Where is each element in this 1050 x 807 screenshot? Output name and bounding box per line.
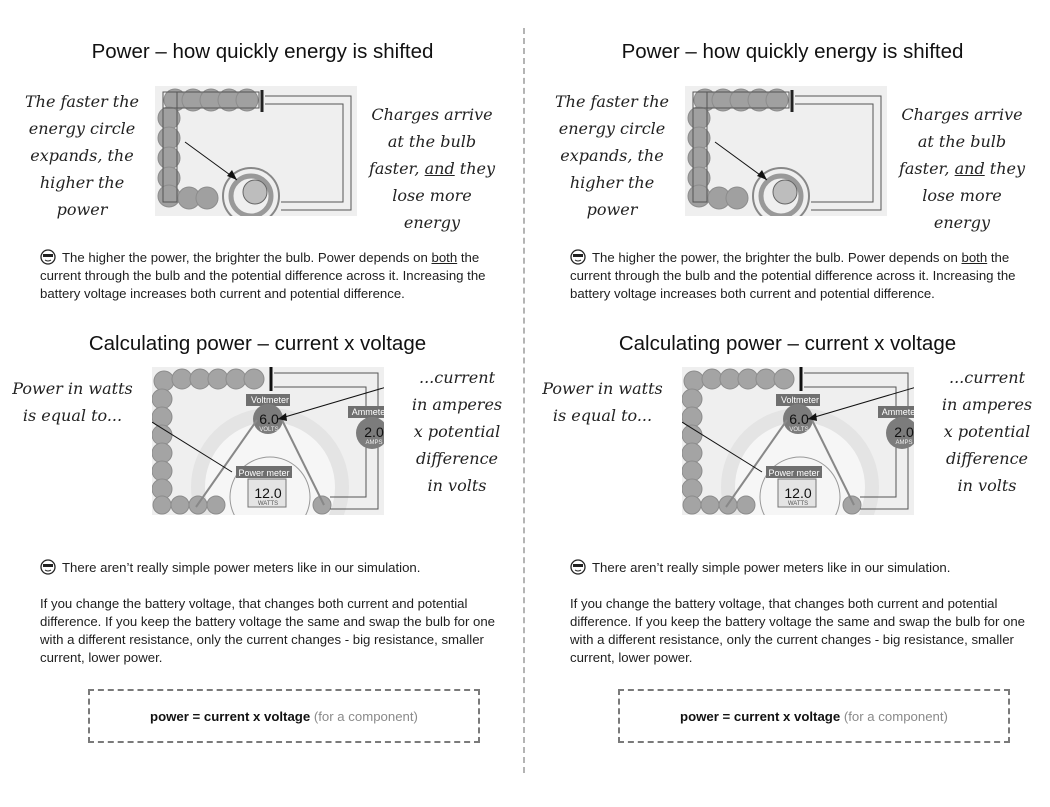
- formula-box: [618, 689, 1010, 743]
- note-line: higher the power: [569, 173, 655, 219]
- paragraph-text: the current through the bulb and the potential difference across it. Increasing the battery voltage increases both current and potential difference.: [570, 250, 1016, 301]
- voltmeter-value: 6.0: [789, 411, 809, 427]
- emphasis-both: both: [961, 250, 988, 265]
- note-charges-arrive: [362, 101, 502, 236]
- worksheet-panel-right: [530, 0, 1050, 807]
- note-line: difference: [415, 449, 498, 468]
- note-current-amperes: [932, 364, 1042, 499]
- note-line: faster, and they: [898, 159, 1026, 178]
- ammeter-label: Ammeter: [351, 407, 389, 417]
- emphasis-both: both: [431, 250, 458, 265]
- paragraph-brightness: [40, 249, 510, 303]
- title-calculating-power: Calculating power – current x voltage: [618, 332, 957, 355]
- voltmeter-unit: VOLTS: [259, 427, 279, 433]
- note-current-amperes: [402, 364, 512, 499]
- note-line: energy circle: [558, 119, 666, 138]
- note-line: difference: [945, 449, 1028, 468]
- cool-face-icon: [570, 559, 586, 575]
- paragraph-power-meters: [40, 559, 510, 577]
- note-line: Charges arrive: [901, 105, 1023, 124]
- note-line: Charges arrive: [371, 105, 493, 124]
- note-line: is equal to...: [22, 406, 123, 425]
- note-line: expands, the: [30, 146, 134, 165]
- note-line: x potential: [943, 422, 1031, 441]
- cool-face-icon: [570, 249, 586, 265]
- formula-note: (for a component): [313, 709, 418, 724]
- note-line: energy circle: [28, 119, 136, 138]
- ammeter-unit: AMPS: [365, 440, 383, 446]
- circuit-diagram-energy: [155, 86, 357, 216]
- paragraph-text: the current through the bulb and the potential difference across it. Increasing the battery voltage increases both current and potential difference.: [40, 250, 486, 301]
- cool-face-icon: [40, 559, 56, 575]
- note-line: lose more energy: [392, 186, 472, 232]
- note-charges-arrive: [892, 101, 1032, 236]
- cool-face-icon: [40, 249, 56, 265]
- formula-text: power = current x voltage: [680, 709, 841, 724]
- paragraph-text: The higher the power, the brighter the bulb. Power depends on: [592, 250, 962, 265]
- title-calculating-power: Calculating power – current x voltage: [88, 332, 427, 355]
- note-line: in amperes: [941, 395, 1033, 414]
- note-energy-circle: [542, 88, 682, 223]
- note-line: Power in watts: [542, 379, 663, 398]
- circuit-diagram-energy: [685, 86, 887, 216]
- note-line: ...current: [418, 368, 496, 387]
- note-line: x potential: [413, 422, 501, 441]
- note-line: at the bulb: [917, 132, 1007, 151]
- power-meter-value: 12.0: [254, 485, 282, 501]
- title-power: Power – how quickly energy is shifted: [91, 40, 434, 63]
- power-meter-label: Power meter: [768, 468, 820, 478]
- paragraph-text: There aren’t really simple power meters like in our simulation.: [62, 560, 421, 575]
- voltmeter-value: 6.0: [259, 411, 279, 427]
- note-line: lose more energy: [922, 186, 1002, 232]
- paragraph-brightness: [570, 249, 1040, 303]
- power-meter-label: Power meter: [238, 468, 290, 478]
- note-energy-circle: [12, 88, 152, 223]
- paragraph-text: If you change the battery voltage, that changes both current and potential difference. If you keep the battery voltage the same and swap the bulb for one with a different resistance, only the current changes - big resistance, smaller current, lower power.: [40, 596, 496, 665]
- ammeter-value: 2.0: [894, 424, 914, 440]
- note-line: in amperes: [411, 395, 503, 414]
- paragraph-battery-voltage: [40, 595, 510, 667]
- paragraph-text: The higher the power, the brighter the bulb. Power depends on: [62, 250, 432, 265]
- note-line: in volts: [957, 476, 1017, 495]
- note-line: The faster the: [24, 92, 140, 111]
- ammeter-unit: AMPS: [895, 440, 913, 446]
- note-line: is equal to...: [552, 406, 653, 425]
- note-power-in-watts: [540, 375, 665, 429]
- formula-note: (for a component): [843, 709, 948, 724]
- power-meter-value: 12.0: [784, 485, 812, 501]
- note-line: faster, and they: [368, 159, 496, 178]
- formula-text: power = current x voltage: [150, 709, 311, 724]
- paragraph-power-meters: [570, 559, 1040, 577]
- paragraph-text: If you change the battery voltage, that changes both current and potential difference. If you keep the battery voltage the same and swap the bulb for one with a different resistance, only the current changes - big resistance, smaller current, lower power.: [570, 596, 1026, 665]
- ammeter-value: 2.0: [364, 424, 384, 440]
- power-meter-unit: WATTS: [787, 501, 809, 507]
- note-line: higher the power: [39, 173, 125, 219]
- voltmeter-unit: VOLTS: [789, 427, 809, 433]
- note-power-in-watts: [10, 375, 135, 429]
- ammeter-label: Ammeter: [881, 407, 919, 417]
- paragraph-text: There aren’t really simple power meters like in our simulation.: [592, 560, 951, 575]
- note-line: in volts: [427, 476, 487, 495]
- note-line: at the bulb: [387, 132, 477, 151]
- note-line: ...current: [948, 368, 1026, 387]
- formula-box: [88, 689, 480, 743]
- note-line: expands, the: [560, 146, 664, 165]
- paragraph-battery-voltage: [570, 595, 1040, 667]
- voltmeter-label: Voltmeter: [250, 395, 290, 405]
- power-meter-unit: WATTS: [257, 501, 279, 507]
- note-line: The faster the: [554, 92, 670, 111]
- note-line: Power in watts: [12, 379, 133, 398]
- voltmeter-label: Voltmeter: [780, 395, 820, 405]
- title-power: Power – how quickly energy is shifted: [621, 40, 964, 63]
